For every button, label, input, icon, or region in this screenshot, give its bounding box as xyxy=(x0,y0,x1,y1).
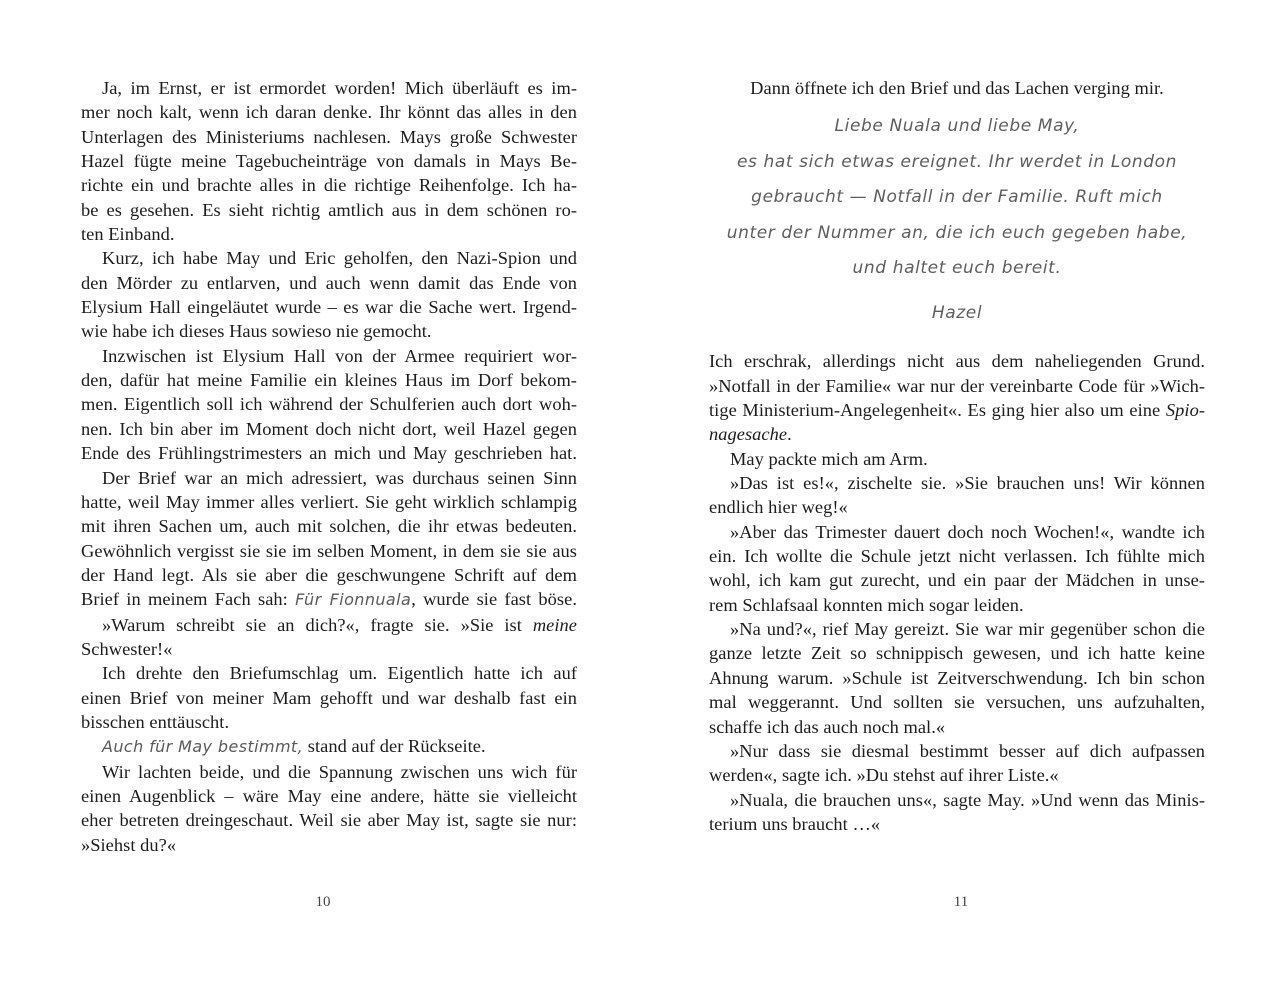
text-line: »Das ist es!«, zischelte sie. »Sie brauchen uns! Wir können xyxy=(730,473,1205,494)
text-line: Der Brief war an mich adressiert, was durchaus seinen Sinn xyxy=(102,467,577,488)
letter-line: und haltet euch bereit. xyxy=(852,258,1062,279)
text-line: Ahnung warum. »Schule ist Zeitverschwendung. Ich bin schon xyxy=(709,667,1205,688)
text-line xyxy=(709,422,1205,446)
text-line: wohl, ich kam gut zurecht, und ein paar der Mädchen in unse- xyxy=(709,570,1205,591)
text-line: eher betreten dreingeschaut. Weil sie aber May ist, sagte sie nur: xyxy=(81,810,577,831)
letter-line: gebraucht — Notfall in der Familie. Ruft mich xyxy=(751,187,1163,208)
text-line: ein. Ich wollte die Schule jetzt nicht verlassen. Ich fühlte mich xyxy=(709,546,1205,567)
text-line: mal weggerannt. Und sollten sie versuchen, uns aufzuhalten, xyxy=(709,692,1205,713)
text-line: Kurz, ich habe May und Eric geholfen, den Nazi-Spion und xyxy=(102,248,577,269)
text-line: Schwester!« xyxy=(81,638,173,659)
text-line: wie habe ich dieses Haus sowieso nie gemocht. xyxy=(81,321,432,342)
text-line: »Aber das Trimester dauert doch noch Wochen!«, wandte ich xyxy=(730,521,1205,542)
left-page-text xyxy=(81,76,577,857)
text-line xyxy=(81,587,577,612)
text-segment: tige Ministerium-Angelegenheit«. Es ging hier also um eine xyxy=(709,400,1166,421)
text-line: werden«, sagte ich. »Du stehst auf ihrer Liste.« xyxy=(709,765,1059,786)
text-line: terium uns braucht …« xyxy=(709,813,881,834)
text-line: mit ihren Sachen um, auch mit solchen, die ihr etwas bedeuten. xyxy=(81,516,577,537)
page-number-right: 11 xyxy=(953,894,969,910)
text-line: ganze letzte Zeit so schnippisch gewesen, und ich hatte keine xyxy=(709,643,1205,664)
text-segment: . xyxy=(787,424,792,445)
text-line: richte ein und brachte alles in die richtige Reihenfolge. Ich ha- xyxy=(81,175,577,196)
text-line: men. Eigentlich soll ich während der Schulferien auch dort woh- xyxy=(81,394,577,415)
text-line xyxy=(709,398,1205,422)
text-line: Ich erschrak, allerdings nicht aus dem naheliegenden Grund. xyxy=(709,351,1205,372)
letter-signature: Hazel xyxy=(931,302,983,323)
text-line: einen Brief von meiner Mam gehofft und war deshalb fast ein xyxy=(81,687,577,708)
text-line xyxy=(81,734,577,759)
text-line: Wir lachten beide, und die Spannung zwischen uns wich für xyxy=(102,761,577,782)
italic-text: Spio- xyxy=(1165,400,1205,421)
text-segment: »Warum schreibt sie an dich?«, fragte sie. »Sie ist xyxy=(102,614,533,635)
text-segment: stand auf der Rückseite. xyxy=(303,736,486,757)
text-line: der Hand legt. Als sie aber die geschwungene Schrift auf dem xyxy=(81,564,577,585)
right-page xyxy=(642,0,1285,1000)
text-line: den, dafür hat meine Familie ein kleines Haus im Dorf bekom- xyxy=(81,370,577,391)
text-line: ten Einband. xyxy=(81,224,175,245)
text-line: be es gesehen. Es sieht richtig amtlich aus in dem schönen ro- xyxy=(81,199,577,220)
text-line: einen Augenblick – wäre May eine andere, hätte sie vielleicht xyxy=(81,785,577,806)
handwritten-letter xyxy=(709,109,1205,331)
right-page-text xyxy=(709,76,1205,836)
handwritten-text: Auch für May bestimmt, xyxy=(102,737,304,757)
page-number-left: 10 xyxy=(315,894,331,910)
text-line: den Mörder zu entlarven, und auch wenn damit das Ende von xyxy=(81,272,577,293)
text-line: »Na und?«, rief May gereizt. Sie war mir gegenüber schon die xyxy=(730,619,1205,640)
text-line: Gewöhnlich vergisst sie sie im selben Moment, in dem sie sie aus xyxy=(81,540,577,561)
left-page xyxy=(0,0,642,1000)
text-line: »Notfall in der Familie« war nur der vereinbarte Code für »Wich- xyxy=(709,375,1205,396)
text-line: rem Schlafsaal konnten mich sogar leiden. xyxy=(709,594,1024,615)
text-line: Ja, im Ernst, er ist ermordet worden! Mich überläuft es im- xyxy=(102,78,577,98)
handwritten-text: Für Fionnuala xyxy=(295,590,412,610)
letter-line: unter der Nummer an, die ich euch gegeben habe, xyxy=(726,222,1188,243)
text-line: hatte, weil May immer alles verliert. Sie geht wirklich schlampig xyxy=(81,491,577,512)
letter-line: Liebe Nuala und liebe May, xyxy=(834,116,1080,137)
text-line: Unterlagen des Ministeriums nachlesen. Mays große Schwester xyxy=(81,126,577,147)
text-line: nen. Ich bin aber im Moment doch nicht dort, weil Hazel gegen xyxy=(81,418,577,439)
text-line: »Nuala, die brauchen uns«, sagte May. »Und wenn das Minis- xyxy=(730,789,1205,810)
text-line: mer noch kalt, wenn ich daran denke. Ihr könnt das alles in den xyxy=(81,102,577,123)
text-line xyxy=(81,613,577,637)
text-segment: , wurde sie fast böse. xyxy=(411,589,577,610)
letter-line: es hat sich etwas ereignet. Ihr werdet in London xyxy=(736,151,1178,172)
text-line: schaffe ich das auch noch mal.« xyxy=(709,716,946,737)
text-line: Elysium Hall eingeläutet wurde – es war die Sache wert. Irgend- xyxy=(81,297,577,318)
text-line: »Siehst du?« xyxy=(81,834,177,855)
right-page-body xyxy=(709,349,1205,836)
text-segment: Brief in meinem Fach sah: xyxy=(81,589,296,610)
text-line: endlich hier weg!« xyxy=(709,497,848,518)
text-line: Hazel fügte meine Tagebucheinträge von damals in Mays Be- xyxy=(81,151,577,172)
text-line: bisschen enttäuscht. xyxy=(81,711,230,732)
text-line: »Nur dass sie diesmal bestimmt besser auf dich aufpassen xyxy=(730,740,1205,761)
text-line: May packte mich am Arm. xyxy=(730,448,928,469)
letter-intro: Dann öffnete ich den Brief und das Lachen verging mir. xyxy=(750,78,1164,98)
text-line: Inzwischen ist Elysium Hall von der Armee requiriert wor- xyxy=(102,345,577,366)
text-line: Ende des Frühlingstrimesters an mich und May geschrieben hat. xyxy=(81,443,577,464)
italic-text: nagesache xyxy=(709,424,788,445)
italic-text: meine xyxy=(532,614,577,635)
text-line: Ich drehte den Briefumschlag um. Eigentlich hatte ich auf xyxy=(102,663,577,684)
